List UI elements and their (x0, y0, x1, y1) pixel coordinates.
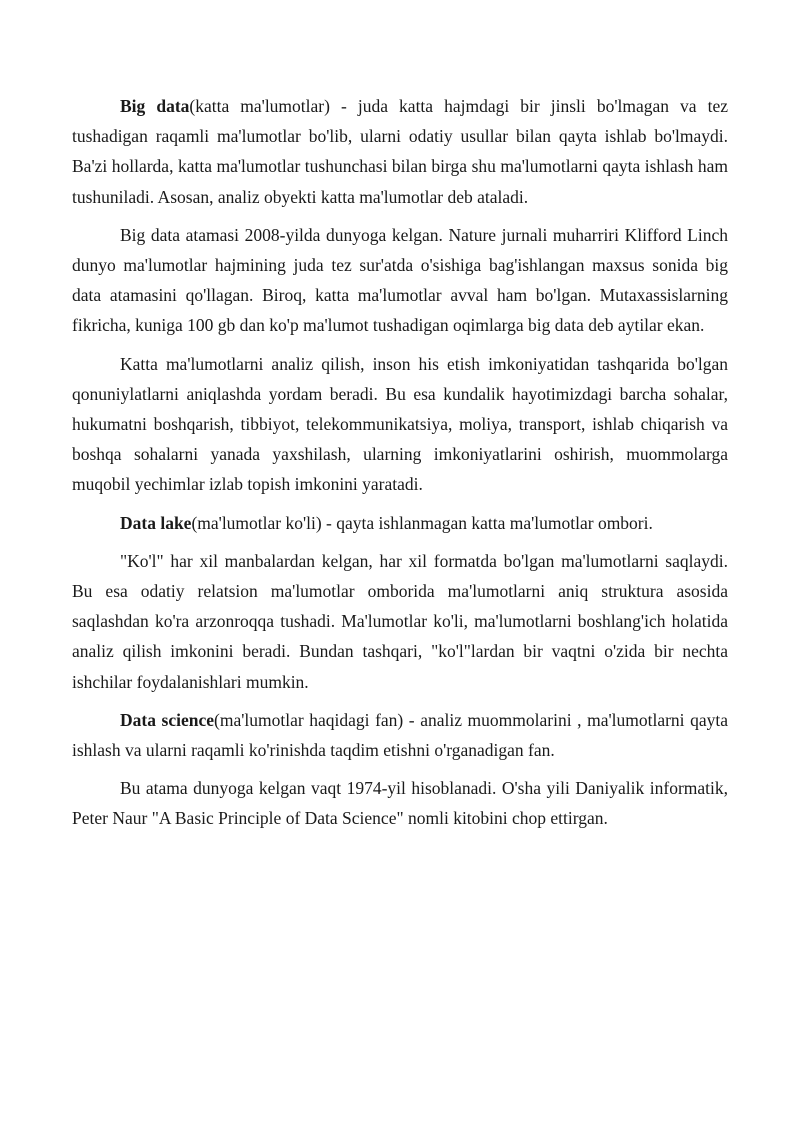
paragraph-text: (katta ma'lumotlar) - juda katta hajmdagi bir jinsli bo'lmagan va tez tushadigan raqamli ma'lumotlar bo'lib, ularni odatiy usullar bilan qayta ishlab bo'lmaydi. Ba'zi hollarda, katta ma'lumotlar tushunchasi bilan birga shu ma'lumotlarni qayta ishlash ham tushuniladi. Asosan, analiz obyekti katta ma'lumotlar deb ataladi. (72, 96, 728, 207)
term-data-lake: Data lake (120, 512, 192, 533)
paragraph-data-science-history (72, 773, 728, 833)
term-big-data: Big data (120, 96, 190, 116)
paragraph-data-lake-definition (72, 508, 728, 538)
paragraph-data-lake-details (72, 546, 728, 697)
term-data-science: Data science (120, 709, 215, 730)
document-page (72, 91, 728, 842)
paragraph-text: (ma'lumotlar ko'li) - qayta ishlanmagan katta ma'lumotlar ombori. (191, 512, 653, 533)
paragraph-big-data-analysis (72, 349, 728, 500)
paragraph-text: (ma'lumotlar haqidagi fan) - analiz muommolarini , ma'lumotlarni qayta ishlash va ularni raqamli ko'rinishda taqdim etishni o'rganadigan fan. (72, 709, 728, 761)
paragraph-text: Big data atamasi 2008-yilda dunyoga kelgan. Nature jurnali muharriri Klifford Linch dunyo ma'lumotlar hajmining juda tez sur'atda o'sishiga bag'ishlangan maxsus sonida big data atamasini qo'llagan. Biroq, katta ma'lumotlar avval ham bo'lgan. Mutaxassislarning fikricha, kuniga 100 gb dan ko'p ma'lumot tushadigan oqimlarga big data deb aytilar ekan. (72, 224, 728, 336)
paragraph-big-data-history (72, 220, 728, 341)
paragraph-text: "Ko'l" har xil manbalardan kelgan, har xil formatda bo'lgan ma'lumotlarni saqlaydi. Bu esa odatiy relatsion ma'lumotlar omborida ma'lumotlarni aniq struktura asosida saqlashdan ko'ra arzonroqqa tushadi. Ma'lumotlar ko'li, ma'lumotlarni boshlang'ich holatida analiz qilish imkonini beradi. Bundan tashqari, "ko'l"lardan bir vaqtni o'zida bir nechta ishchilar foydalanishlari mumkin. (72, 550, 728, 692)
paragraph-data-science-definition (72, 705, 728, 765)
paragraph-big-data-definition (72, 91, 728, 212)
paragraph-text: Bu atama dunyoga kelgan vaqt 1974-yil hisoblanadi. O'sha yili Daniyalik informatik, Peter Naur "A Basic Principle of Data Science" nomli kitobini chop ettirgan. (72, 778, 728, 829)
paragraph-text: Katta ma'lumotlarni analiz qilish, inson his etish imkoniyatidan tashqarida bo'lgan qonuniylatlarni aniqlashda yordam beradi. Bu esa kundalik hayotimizdagi barcha sohalar, hukumatni boshqarish, tibbiyot, telekommunikatsiya, moliya, transport, ishlab chiqarish va boshqa sohalarni yanada yaxshilash, ularning imkoniyatlarini oshirish, muommolarga muqobil yechimlar izlab topish imkonini yaratadi. (72, 353, 728, 495)
